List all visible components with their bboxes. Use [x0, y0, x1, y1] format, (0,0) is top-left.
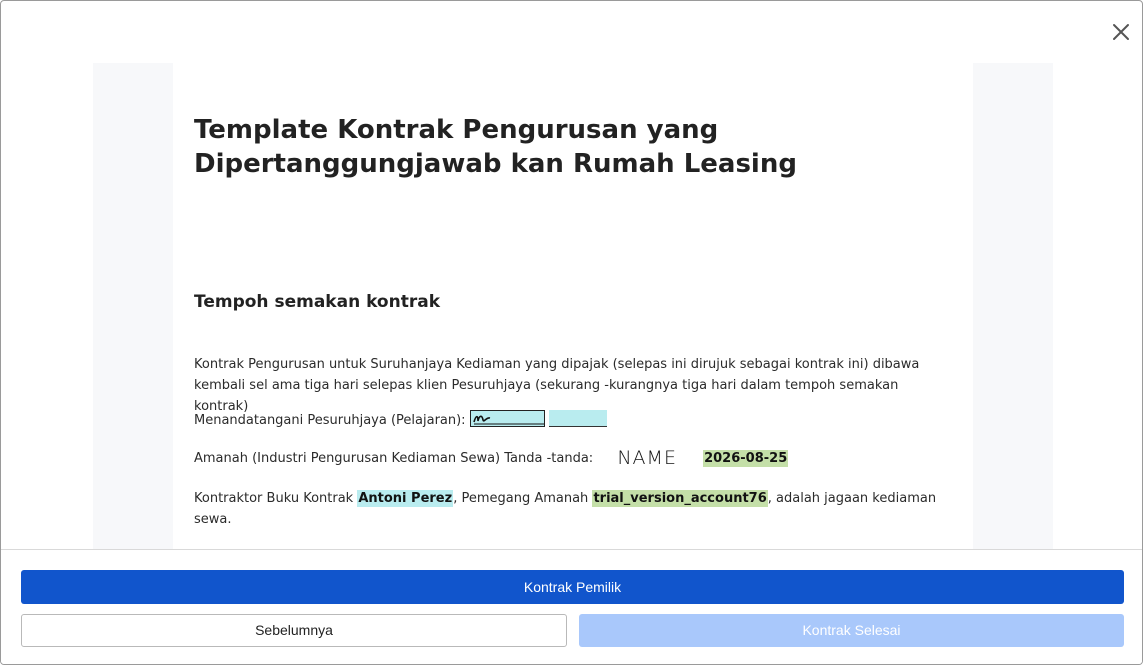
contractor-middle: , Pemegang Amanah	[453, 491, 593, 506]
contractor-name-field[interactable]: Antoni Perez	[358, 491, 453, 506]
finish-contract-button[interactable]: Kontrak Selesai	[579, 614, 1124, 647]
document-title: Template Kontrak Pengurusan yang Dipertanggungjawab kan Rumah Leasing	[194, 115, 797, 179]
date-field[interactable]: 2026-08-25	[704, 451, 788, 466]
name-stamp[interactable]: NAME	[617, 447, 677, 469]
contractor-suffix: , adalah jagaan kediaman sewa.	[194, 491, 937, 527]
signature-line	[194, 410, 956, 431]
signature-icon	[472, 412, 544, 426]
owner-contract-button[interactable]: Kontrak Pemilik	[21, 570, 1124, 604]
document-viewer[interactable]	[93, 63, 1053, 549]
close-button[interactable]	[1109, 20, 1133, 44]
close-icon	[1109, 20, 1133, 44]
signature-field[interactable]	[470, 410, 545, 427]
trustee-field[interactable]: trial_version_account76	[593, 491, 767, 506]
document-page	[173, 63, 973, 549]
signature-label: Menandatangani Pesuruhjaya (Pelajaran):	[194, 413, 466, 428]
trust-line	[194, 448, 956, 469]
previous-button[interactable]: Sebelumnya	[21, 614, 567, 647]
section-heading: Tempoh semakan kontrak	[194, 292, 441, 312]
paragraph-review-period: Kontrak Pengurusan untuk Suruhanjaya Kediaman yang dipajak (selepas ini dirujuk sebagai kontrak ini) dibawa kembali sel ama tiga hari selepas klien Pesuruhjaya (sekurang -kurangnya tiga hari dalam tempoh semakan kontrak)	[194, 357, 920, 414]
contractor-line	[194, 488, 956, 530]
signature-blank-field[interactable]	[549, 410, 607, 427]
dialog-footer	[1, 549, 1142, 665]
trust-label: Amanah (Industri Pengurusan Kediaman Sewa) Tanda -tanda:	[194, 451, 594, 466]
contractor-prefix: Kontraktor Buku Kontrak	[194, 491, 358, 506]
